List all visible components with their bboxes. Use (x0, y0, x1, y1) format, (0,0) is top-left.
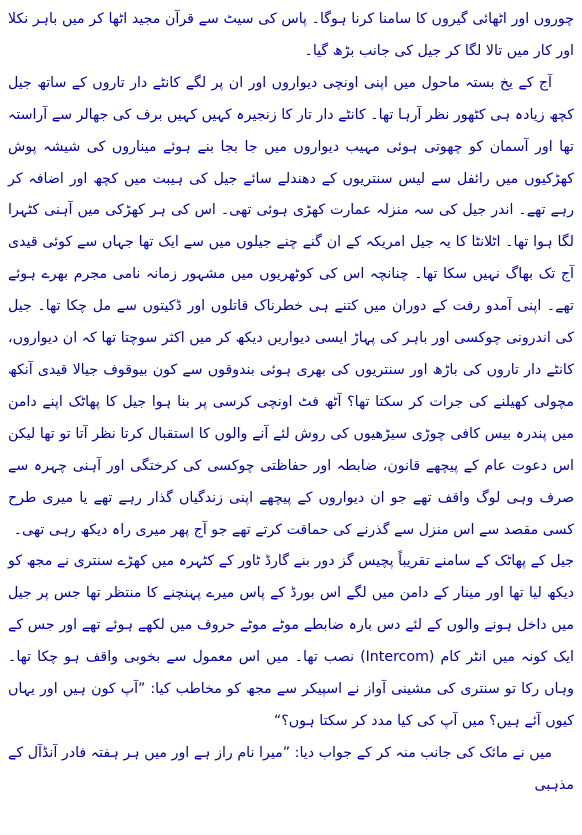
paragraph-jail-description: آج کے یخ بستہ ماحول میں اپنی اونچی دیواروں اور ان پر لگے کانٹے دار تاروں کے ساتھ جیل کچھ زیادہ ہی کٹھور نظر آرہا تھا۔ کانٹے دار تار کا زنجیرہ کہیں کہیں برف کی جھالر سے آراستہ تھا اور آسمان کو چھوتی ہوئی مہیب دیواروں میں جا بجا بنے ہوئے میناروں کی شیشہ پوش کھڑکیوں میں رائفل سے لیس سنتریوں کے دھندلے سائے جیل کی ہیبت میں کچھ اور اضافہ کر رہے تھے۔ اندر جیل کی سہ منزلہ عمارت کھڑی ہوئی تھی۔ اس کی ہر کھڑکی میں آہنی کٹہرا لگا ہوا تھا۔ اٹلانٹا کا یہ جیل امریکہ کے ان گنے چنے جیلوں میں سے ایک تھا جہاں سے کوئی قیدی آج تک بھاگ نہیں سکا تھا۔ چنانچہ اس کی کوٹھریوں میں مشہور زمانہ نامی مجرم بھرے ہوئے تھے۔ اپنی آمدو رفت کے دوران میں کتنے ہی خطرناک قاتلوں اور ڈکیتوں سے مل چکا تھا۔ جیل کی اندرونی چوکسی اور باہر کی پہاڑ ایسی دیواریں دیکھ کر میں اکثر سوچتا تھا کہ ان دیواروں، کانٹے دار تاروں کی باڑھ اور سنتریوں کی بھری ہوئی بندوقوں سے کون بیوقوف جیالا قیدی آنکھ مچولی کھیلنے کی جرات کر سکتا تھا؟ آٹھ فٹ اونچی کرسی پر بنا ہوا جیل کا پھاٹک اپنے دامن میں پندرہ بیس کافی چوڑی سیڑھیوں کی روش لئے آنے والوں کا استقبال کرتا نظر آتا تو تھا لیکن اس دعوت عام کے پیچھے قانون، ضابطہ اور حفاظتی چوکسی کی کرختگی اور آہنی چہرہ سے صرف وہی لوگ واقف تھے جو ان دیواروں کے پیچھے اپنی زندگیاں گذار رہے تھے یا میری طرح کسی مقصد سے اس منزل سے گذرنے کی حماقت کرتے تھے جو آج پھر میری راہ دیکھ رہی تھی۔ (8, 74, 574, 538)
paragraph-intercom: جیل کے پھاٹک کے سامنے تقریباً پچیس گز دور بنے گارڈ ٹاور کے کٹہرہ میں کھڑے سنتری نے مجھ کو دیکھ لیا تھا اور مینار کے دامن میں لگے اس بورڈ کے پاس میرے پہنچنے کا منتظر تھا جس پر جیل میں داخل ہونے والوں کے لئے دس بارہ ضابطے موٹے موٹے حروف میں لکھے ہوئے تھے اور جس کے ایک کونہ میں انٹر کام (Intercom) نصب تھا۔ میں اس معمول سے بخوبی واقف ہو چکا تھا۔ وہاں رکا تو سنتری کی مشینی آواز نے اسپیکر سے مجھ کو مخاطب کیا: ”آپ کون ہیں اور یہاں کیوں آئے ہیں؟ میں آپ کی کیا مدد کر سکتا ہوں؟“ (8, 553, 574, 729)
paragraph-reply: میں نے مائک کی جانب منہ کر کے جواب دیا: ”میرا نام راز ہے اور میں ہر ہفتہ فادر آنڈآل کے مذہبی (8, 744, 574, 793)
paragraph-continuation: چوروں اور اٹھائی گیروں کا سامنا کرنا ہوگا۔ پاس کی سیٹ سے قرآن مجید اٹھا کر میں باہر نکلا اور کار میں تالا لگا کر جیل کی جانب بڑھ گیا۔ (8, 11, 574, 59)
